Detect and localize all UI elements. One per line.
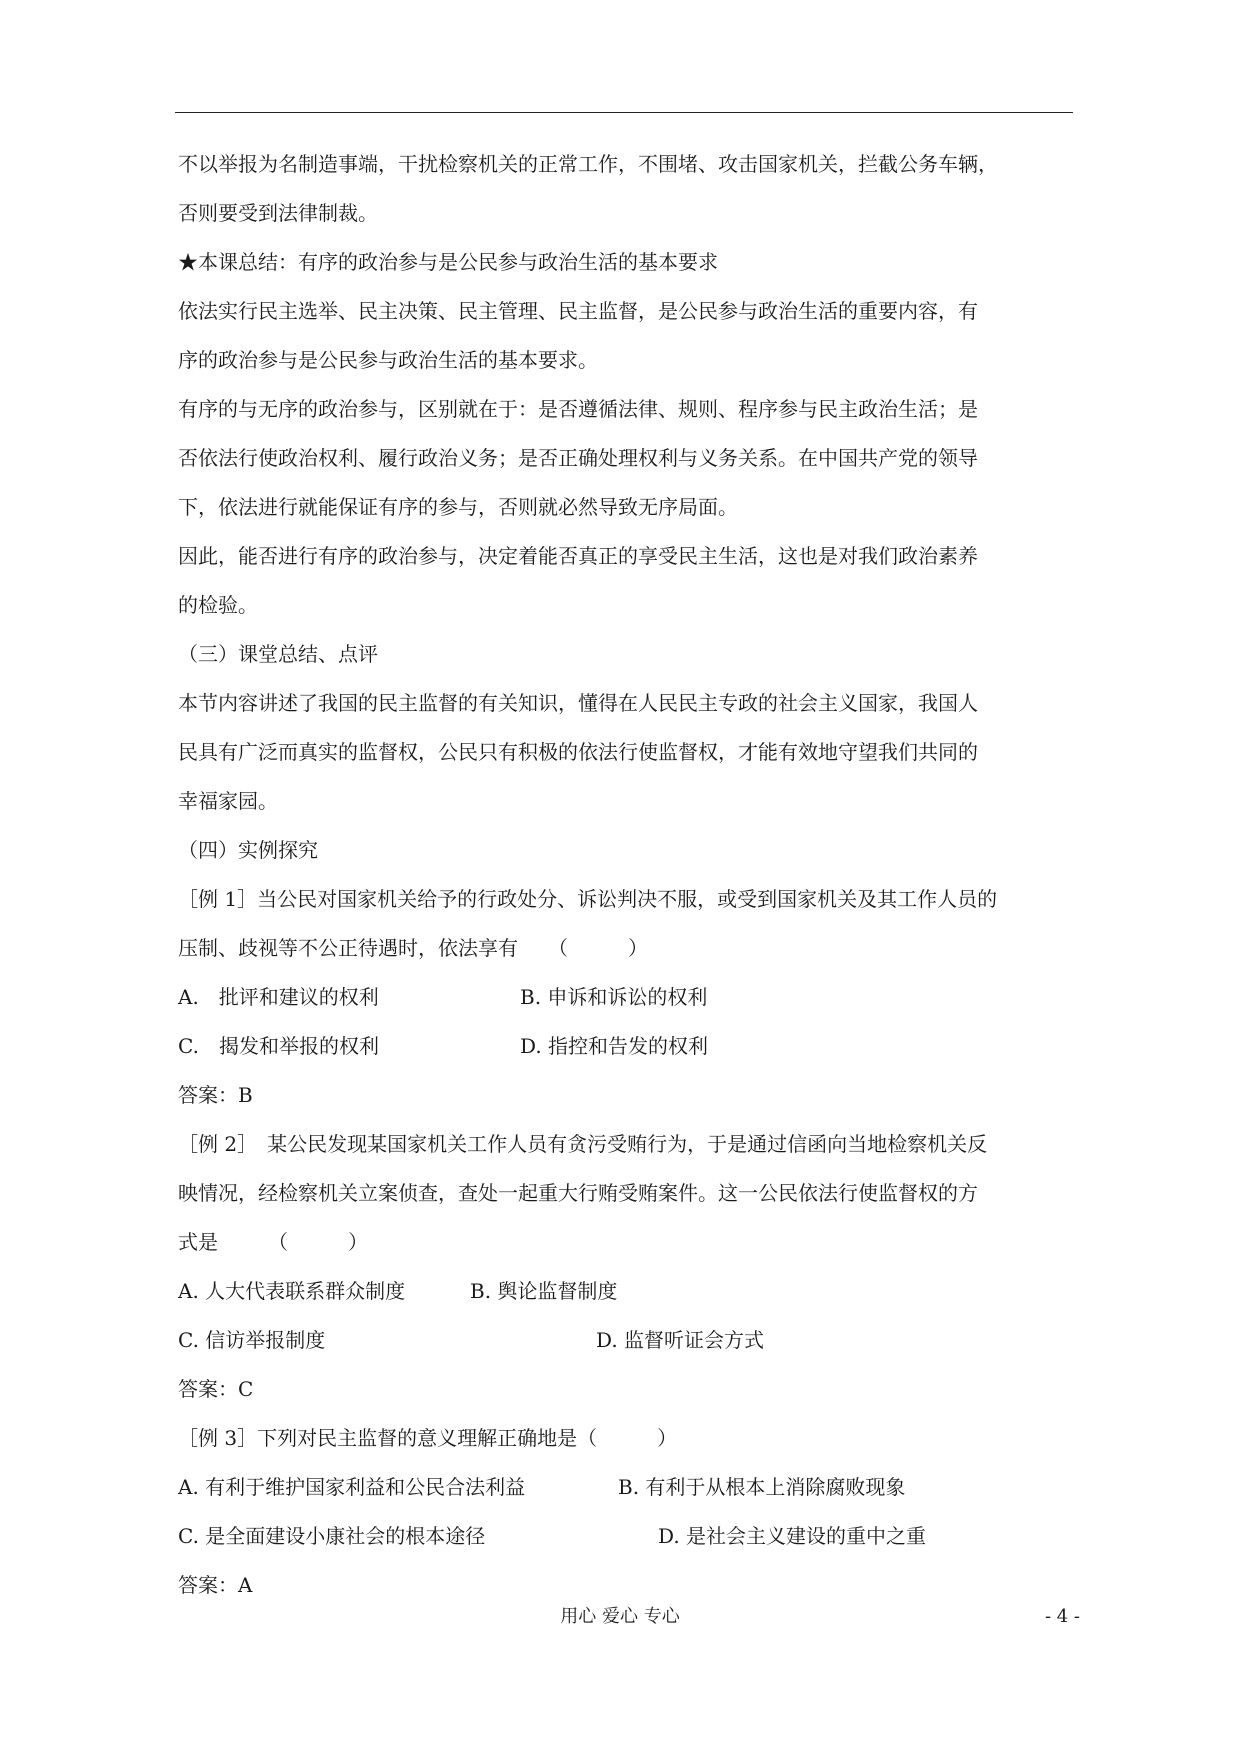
paragraph-line: 有序的与无序的政治参与，区别就在于：是否遵循法律、规则、程序参与民主政治生活；是	[178, 397, 978, 421]
answer: 答案：B	[178, 1083, 253, 1107]
summary-title: ★本课总结：有序的政治参与是公民参与政治生活的基本要求	[178, 250, 718, 274]
example-question: 映情况，经检察机关立案侦查，查处一起重大行贿受贿案件。这一公民依法行使监督权的方	[178, 1181, 978, 1205]
paragraph-line: 因此，能否进行有序的政治参与，决定着能否真正的享受民主生活，这也是对我们政治素养	[178, 544, 978, 568]
footer-motto: 用心 爱心 专心	[560, 1606, 680, 1627]
option-row	[178, 1267, 1073, 1316]
option-a: A. 批评和建议的权利	[178, 985, 379, 1009]
option-c: C. 揭发和举报的权利	[178, 1034, 379, 1058]
option-a: A. 人大代表联系群众制度	[178, 1279, 406, 1303]
paragraph-line: 幸福家园。	[178, 789, 278, 813]
paragraph-line: 否依法行使政治权利、履行政治义务；是否正确处理权利与义务关系。在中国共产党的领导	[178, 446, 978, 470]
paragraph-line: 的检验。	[178, 593, 258, 617]
example-question: ［例 1］当公民对国家机关给予的行政处分、诉讼判决不服，或受到国家机关及其工作人员的	[178, 887, 998, 911]
example-question: ［例 2］ 某公民发现某国家机关工作人员有贪污受贿行为，于是通过信函向当地检察机关反	[178, 1132, 988, 1156]
option-row	[178, 1512, 1073, 1561]
option-row	[178, 1463, 1073, 1512]
paragraph-line: 民具有广泛而真实的监督权，公民只有积极的依法行使监督权，才能有效地守望我们共同的	[178, 740, 978, 764]
section-title: （四）实例探究	[178, 838, 318, 862]
example-question: 压制、歧视等不公正待遇时，依法享有 （ ）	[178, 936, 648, 960]
option-row	[178, 1022, 1073, 1071]
example-question: 式是 （ ）	[178, 1230, 368, 1254]
answer: 答案：A	[178, 1573, 253, 1597]
option-a: A. 有利于维护国家利益和公民合法利益	[178, 1475, 526, 1499]
page-number: - 4 -	[1044, 1606, 1080, 1627]
paragraph-line: 序的政治参与是公民参与政治生活的基本要求。	[178, 348, 598, 372]
paragraph-line: 不以举报为名制造事端，干扰检察机关的正常工作，不围堵、攻击国家机关，拦截公务车辆，	[178, 152, 998, 176]
option-b: B. 有利于从根本上消除腐败现象	[618, 1475, 906, 1499]
section-title: （三）课堂总结、点评	[178, 642, 378, 666]
option-b: B. 舆论监督制度	[470, 1279, 618, 1303]
answer: 答案：C	[178, 1377, 254, 1401]
option-row	[178, 973, 1073, 1022]
option-d: D. 监督听证会方式	[596, 1328, 765, 1352]
paragraph-line: 下，依法进行就能保证有序的参与，否则就必然导致无序局面。	[178, 495, 738, 519]
option-c: C. 信访举报制度	[178, 1328, 326, 1352]
paragraph-line: 否则要受到法律制裁。	[178, 201, 378, 225]
paragraph-line: 依法实行民主选举、民主决策、民主管理、民主监督，是公民参与政治生活的重要内容，有	[178, 299, 978, 323]
document-body	[178, 140, 1073, 1610]
option-b: B. 申诉和诉讼的权利	[520, 985, 708, 1009]
paragraph-line: 本节内容讲述了我国的民主监督的有关知识，懂得在人民民主专政的社会主义国家，我国人	[178, 691, 978, 715]
option-d: D. 是社会主义建设的重中之重	[658, 1524, 927, 1548]
option-d: D. 指控和告发的权利	[520, 1034, 709, 1058]
header-rule	[175, 112, 1073, 113]
option-c: C. 是全面建设小康社会的根本途径	[178, 1524, 486, 1548]
option-row	[178, 1316, 1073, 1365]
example-question: ［例 3］下列对民主监督的意义理解正确地是（ ）	[178, 1426, 678, 1450]
